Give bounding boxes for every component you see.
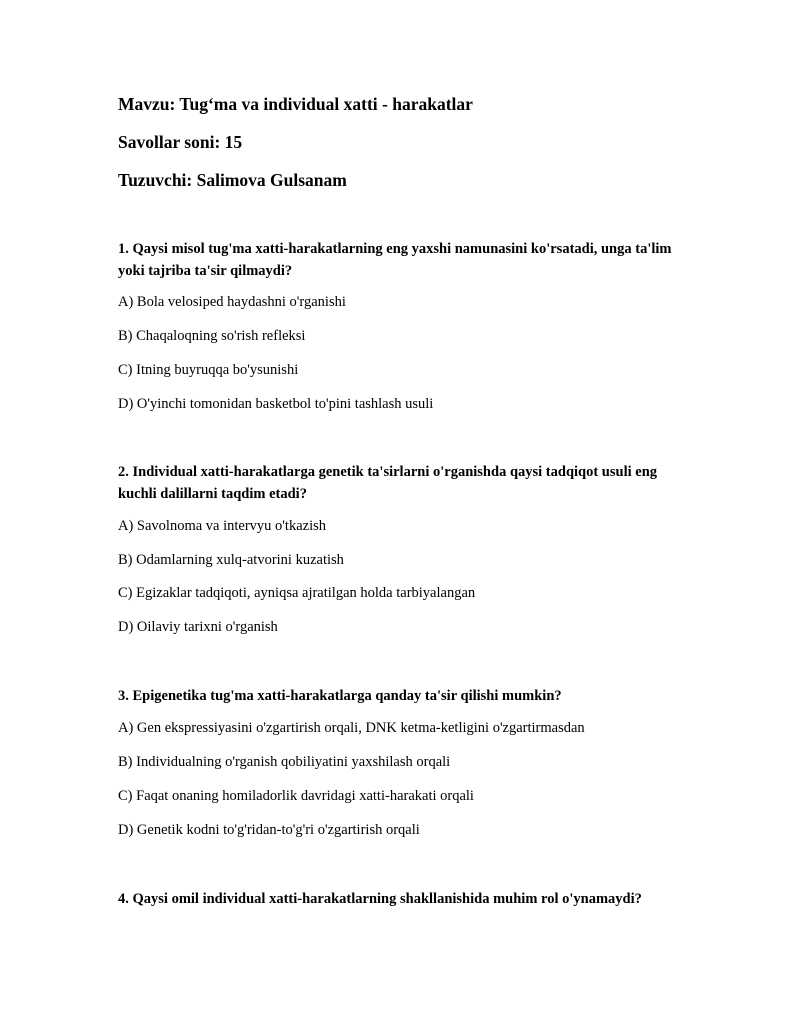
question-2-option-c: C) Egizaklar tadqiqoti, ayniqsa ajratilgan holda tarbiyalangan <box>118 585 476 601</box>
question-count: Savollar soni: 15 <box>118 132 243 152</box>
question-1-text: 1. Qaysi misol tug'ma xatti-harakatlarning eng yaxshi namunasini ko'rsatadi, unga ta'lim yoki tajriba ta'sir qilmaydi? <box>118 241 672 279</box>
question-3-option-b: B) Individualning o'rganish qobiliyatini yaxshilash orqali <box>118 754 451 770</box>
question-1-option-b: B) Chaqaloqning so'rish refleksi <box>118 328 306 344</box>
question-3-text: 3. Epigenetika tug'ma xatti-harakatlarga qanday ta'sir qilishi mumkin? <box>118 688 562 704</box>
topic-title: Mavzu: Tug‘ma va individual xatti - harakatlar <box>118 94 473 114</box>
question-4-text: 4. Qaysi omil individual xatti-harakatlarning shakllanishida muhim rol o'ynamaydi? <box>118 891 642 907</box>
question-1-option-d: D) O'yinchi tomonidan basketbol to'pini tashlash usuli <box>118 396 434 412</box>
question-1-option-a: A) Bola velosiped haydashni o'rganishi <box>118 294 346 310</box>
question-2-option-b: B) Odamlarning xulq-atvorini kuzatish <box>118 552 344 568</box>
question-2-text: 2. Individual xatti-harakatlarga genetik ta'sirlarni o'rganishda qaysi tadqiqot usuli eng kuchli dalillarni taqdim etadi? <box>118 464 658 502</box>
question-3-option-a: A) Gen ekspressiyasini o'zgartirish orqali, DNK ketma-ketligini o'zgartirmasdan <box>118 720 585 736</box>
question-3-option-d: D) Genetik kodni to'g'ridan-to'g'ri o'zgartirish orqali <box>118 822 420 838</box>
author-line: Tuzuvchi: Salimova Gulsanam <box>118 170 347 190</box>
question-1-option-c: C) Itning buyruqqa bo'ysunishi <box>118 362 299 378</box>
question-3-option-c: C) Faqat onaning homiladorlik davridagi xatti-harakati orqali <box>118 788 474 804</box>
question-2-option-a: A) Savolnoma va intervyu o'tkazish <box>118 518 326 534</box>
question-2-option-d: D) Oilaviy tarixni o'rganish <box>118 619 278 635</box>
